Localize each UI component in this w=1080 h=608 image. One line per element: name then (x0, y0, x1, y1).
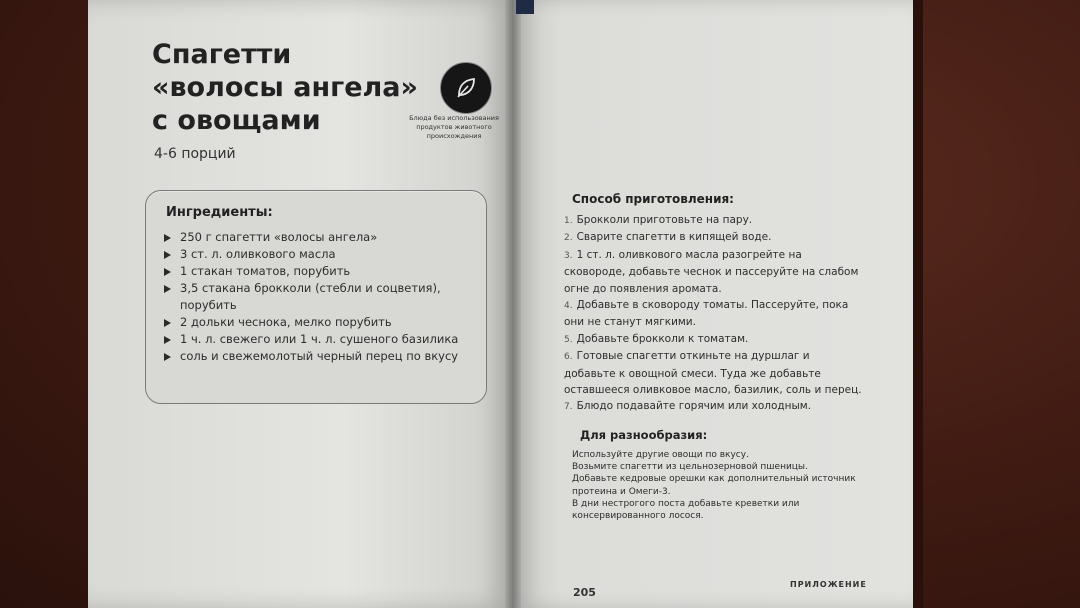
ingredient-item: соль и свежемолотый черный перец по вкусу (164, 348, 482, 365)
title-line: с овощами (152, 105, 321, 136)
triangle-bullet-icon (164, 319, 171, 327)
variety-item: Используйте другие овощи по вкусу. (572, 450, 749, 460)
method-step: 4. Добавьте в сковороду томаты. Пассеруйте, пока они не станут мягкими. (564, 299, 849, 329)
method-step: 6. Готовые спагетти откиньте на дуршлаг и добавьте к овощной смеси. Туда же добавьте оставшееся оливковое масло, базилик, соль и перец. (564, 350, 862, 397)
variety-heading: Для разнообразия: (580, 428, 708, 442)
method-step: 3. 1 ст. л. оливкового масла разогрейте на сковороде, добавьте чеснок и пассеруйте на слабом огне до появления аромата. (564, 248, 859, 295)
ingredient-item: 3 ст. л. оливкового масла (164, 246, 482, 263)
method-heading: Способ приготовления: (572, 192, 734, 206)
ingredients-box (145, 190, 487, 404)
bookmark-ribbon (516, 0, 534, 14)
variety-item: В дни нестрогого поста добавьте креветки или консервированного лосося. (572, 498, 800, 522)
triangle-bullet-icon (164, 251, 171, 259)
method-step: 7. Блюдо подавайте горячим или холодным. (564, 400, 812, 413)
section-label: ПРИЛОЖЕНИЕ (790, 580, 867, 589)
ingredients-list (164, 229, 482, 365)
vegan-badge-text: Блюда без использования продуктов животного происхождения (409, 114, 499, 140)
variety-list (572, 449, 862, 522)
triangle-bullet-icon (164, 268, 171, 276)
variety-item: Добавьте кедровые орешки как дополнительный источник протеина и Омеги-3. (572, 474, 856, 497)
method-steps (564, 212, 864, 416)
title-line: Спагетти (152, 39, 292, 70)
ingredient-item: 1 стакан томатов, порубить (164, 263, 482, 280)
ingredient-item: 1 ч. л. свежего или 1 ч. л. сушеного базилика (164, 331, 482, 348)
triangle-bullet-icon (164, 353, 171, 361)
triangle-bullet-icon (164, 285, 171, 293)
recipe-title (152, 38, 418, 137)
method-step: 1. Брокколи приготовьте на пару. (564, 214, 753, 226)
ingredient-item: 250 г спагетти «волосы ангела» (164, 229, 482, 246)
triangle-bullet-icon (164, 336, 171, 344)
leaf-icon (451, 73, 481, 103)
ingredients-heading: Ингредиенты: (166, 205, 273, 220)
title-line: «волосы ангела» (152, 72, 418, 103)
portions-label: 4-6 порций (154, 146, 236, 162)
variety-item: Возьмите спагетти из цельнозерновой пшеницы. (572, 462, 808, 473)
vegan-badge (440, 62, 492, 114)
page-number: 205 (573, 586, 596, 599)
triangle-bullet-icon (164, 234, 171, 242)
ingredient-item: 3,5 стакана брокколи (стебли и соцветия), порубить (164, 280, 482, 314)
method-step: 5. Добавьте брокколи к томатам. (564, 332, 749, 345)
method-step: 2. Сварите спагетти в кипящей воде. (564, 231, 772, 244)
book-gutter (505, 0, 521, 608)
book-cover-edge (913, 0, 923, 608)
ingredient-item: 2 дольки чеснока, мелко порубить (164, 314, 482, 331)
